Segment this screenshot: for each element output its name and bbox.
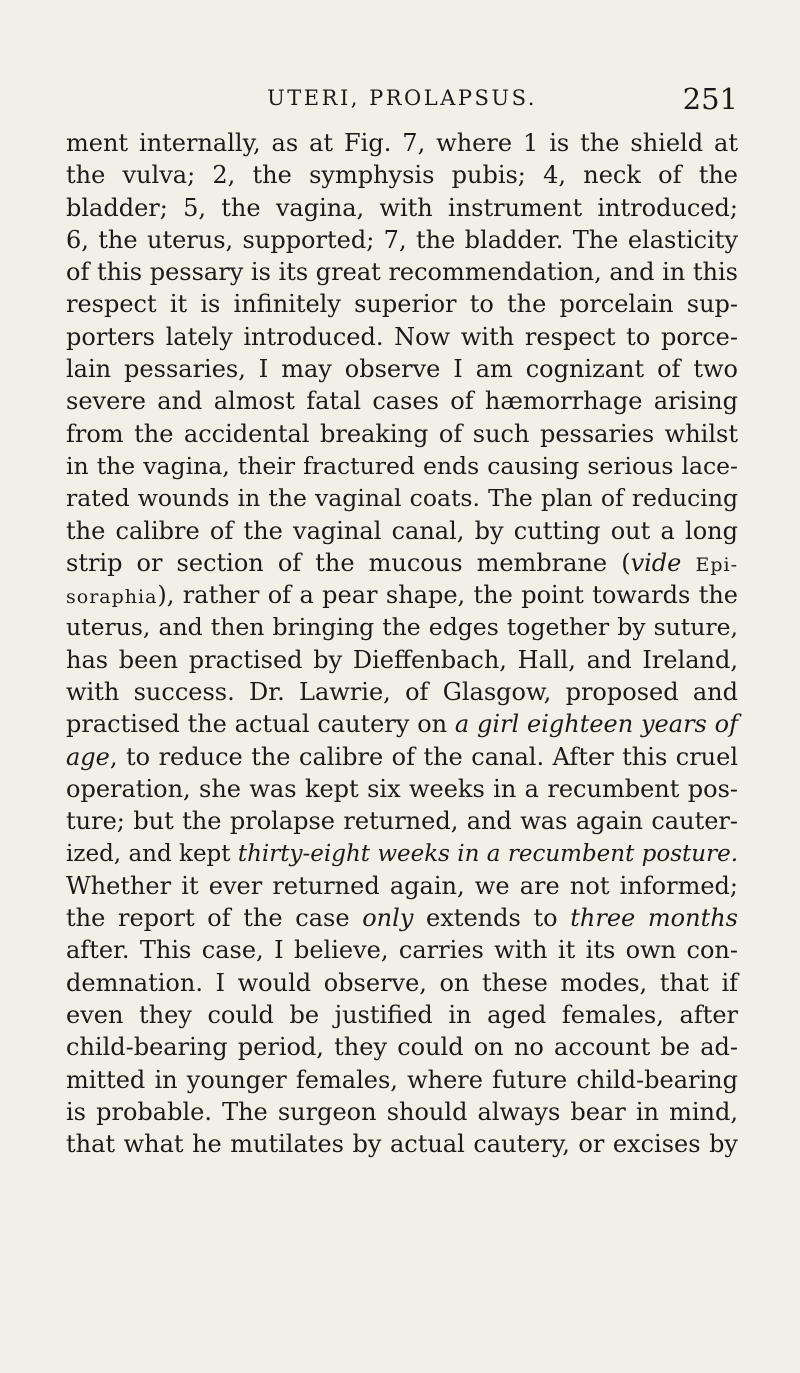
running-head [66,82,738,118]
text-line: even they could be justified in aged females, after [66,1001,738,1030]
text-line: mitted in younger females, where future child-bearing [66,1065,738,1094]
text-span: strip or section of the mucous membrane ( [66,548,631,577]
small-caps-text: soraphia [66,586,158,609]
text-line: operation, she was kept six weeks in a recumbent pos- [66,774,738,803]
text-line [66,547,738,579]
text-span: practised the actual cautery on [66,710,455,739]
text-span: ), rather of a pear shape, the point towards the [157,581,738,610]
text-line: in the vagina, their fractured ends causing serious lace- [66,451,738,480]
italic-text: age [66,742,110,771]
text-line: with success. Dr. Lawrie, of Glasgow, proposed and [66,678,738,707]
text-span: extends to [413,904,571,933]
text-line: demnation. I would observe, on these modes, that if [66,968,738,997]
text-line: of this pessary is its great recommendation, and in this [66,258,738,287]
text-line: severe and almost fatal cases of hæmorrhage arising [66,387,738,416]
page-number: 251 [682,82,738,116]
text-line: child-bearing period, they could on no account be ad- [66,1033,738,1062]
text-line: the vulva; 2, the symphysis pubis; 4, neck of the [66,161,738,190]
text-line [66,708,738,740]
italic-text: only [362,904,414,933]
text-span [681,549,695,577]
text-line: ture; but the prolapse returned, and was again cauter- [66,807,738,836]
text-line: after. This case, I believe, carries with it its own con- [66,936,738,965]
italic-text: three months [570,904,738,933]
body-text [66,127,738,1161]
italic-text: vide [630,548,682,577]
text-span: the report of the case [66,904,363,933]
text-line: lain pessaries, I may observe I am cognizant of two [66,355,738,384]
text-line [66,838,738,870]
text-line: porters lately introduced. Now with respect to porce- [66,322,738,351]
text-line: ment internally, as at Fig. 7, where 1 is the shield at [66,129,738,157]
text-line [66,579,738,611]
text-line: Whether it ever returned again, we are not informed; [66,871,738,900]
small-caps-text: Epi- [695,553,738,576]
text-span: , to reduce the calibre of the canal. After this cruel [109,742,738,771]
text-line: that what he mutilates by actual cautery, or excises by [66,1130,738,1159]
italic-text: a girl eighteen years of [454,710,738,739]
text-line: has been practised by Dieffenbach, Hall, and Ireland, [66,645,738,674]
text-line: bladder; 5, the vagina, with instrument introduced; [66,193,738,222]
text-line: the calibre of the vaginal canal, by cutting out a long [66,516,738,545]
running-head-title: UTERI, PROLAPSUS. [267,86,537,110]
text-line: rated wounds in the vaginal coats. The plan of reducing [66,484,738,513]
text-line [66,902,738,934]
text-line: uterus, and then bringing the edges together by suture, [66,613,738,642]
text-line [66,741,738,773]
text-line: is probable. The surgeon should always bear in mind, [66,1097,738,1126]
text-line: respect it is infinitely superior to the porcelain sup- [66,290,738,319]
text-line: from the accidental breaking of such pessaries whilst [66,419,738,448]
italic-text: thirty-eight weeks in a recumbent posture. [237,840,739,867]
text-line: 6, the uterus, supported; 7, the bladder. The elasticity [66,225,738,254]
text-span: ized, and kept [66,840,238,867]
